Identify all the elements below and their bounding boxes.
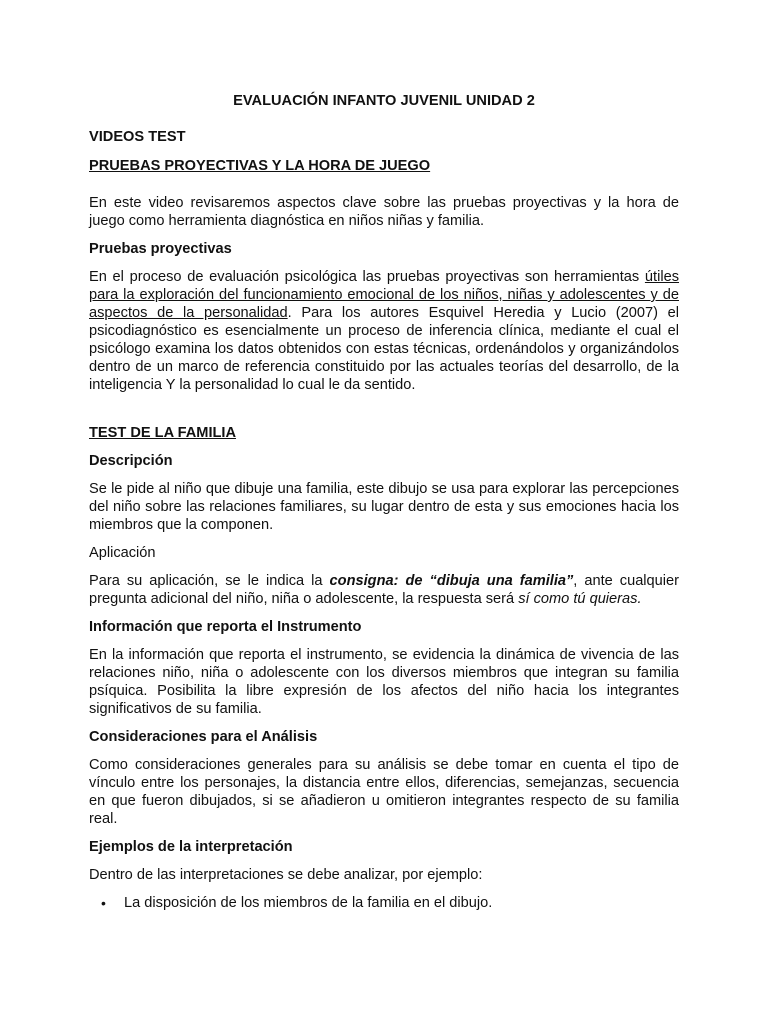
aplicacion-middle: , ante cualquier pregunta adicional del niño, niña o adolescente, la respuesta será [89, 573, 680, 607]
pruebas-paragraph-start: En el proceso de evaluación psicológica las pruebas proyectivas son herramientas [89, 269, 645, 285]
document-page [89, 92, 679, 912]
aplicacion-consigna: consigna: de “dibuja una familia” [329, 573, 574, 589]
subheading-informacion-instrumento: Información que reporta el Instrumento [89, 619, 362, 635]
aplicacion-start: Para su aplicación, se le indica la [89, 573, 330, 589]
informacion-paragraph: En la información que reporta el instrumento, se evidencia la dinámica de vivencia de las relaciones niño, niña o adolescente con los diversos miembros que integran su familia psíquica. Posibilita la libre expresión de los afectos del niño hacia los integrantes significativos de su familia. [89, 647, 679, 717]
aplicacion-respuesta: sí como tú quieras. [518, 591, 642, 607]
pruebas-paragraph [89, 268, 679, 394]
section-heading-test-familia: TEST DE LA FAMILIA [89, 425, 237, 441]
list-item-text: La disposición de los miembros de la familia en el dibujo. [124, 895, 493, 911]
subheading-descripcion: Descripción [89, 453, 173, 469]
document-title: EVALUACIÓN INFANTO JUVENIL UNIDAD 2 [233, 93, 535, 109]
bullet-icon: • [101, 895, 106, 911]
pruebas-paragraph-end: . Para los autores Esquivel Heredia y Lucio (2007) el psicodiagnóstico es esencialmente un proceso de inferencia clínica, mediante el cual el psicólogo examina los datos obtenidos con estas técnicas, ordenándolos y organizándolos dentro de un marco de referencia constituido por las actuales teorías del desarrollo, de la inteligencia Y la personalidad lo cual le da sentido. [89, 305, 679, 393]
subheading-ejemplos-interpretacion: Ejemplos de la interpretación [89, 839, 293, 855]
section-heading-videos-test: VIDEOS TEST [89, 129, 186, 145]
list-item [89, 894, 679, 912]
consideraciones-paragraph: Como consideraciones generales para su análisis se debe tomar en cuenta el tipo de vínculo entre los personajes, la distancia entre ellos, diferencias, semejanzas, secuencia en que fueron dibujados, si se añadieron u omitieron integrantes respecto de su familia real. [89, 757, 679, 827]
interpretation-list [89, 894, 679, 912]
descripcion-paragraph: Se le pide al niño que dibuje una familia, este dibujo se usa para explorar las percepciones del niño sobre las relaciones familiares, su lugar dentro de esta y sus emociones hacia los miembros que la componen. [89, 481, 679, 533]
subheading-consideraciones-analisis: Consideraciones para el Análisis [89, 729, 318, 745]
pruebas-paragraph-underlined: útiles para la exploración del funcionamiento emocional de los niños, niñas y adolescentes y de aspectos de la personalidad [89, 269, 679, 321]
subheading-pruebas-proyectivas: Pruebas proyectivas [89, 241, 232, 257]
section-heading-pruebas-proyectivas-hora-juego: PRUEBAS PROYECTIVAS Y LA HORA DE JUEGO [89, 158, 431, 174]
aplicacion-paragraph [89, 572, 679, 608]
subheading-aplicacion: Aplicación [89, 545, 156, 561]
ejemplos-intro-paragraph: Dentro de las interpretaciones se debe analizar, por ejemplo: [89, 867, 483, 883]
intro-paragraph: En este video revisaremos aspectos clave sobre las pruebas proyectivas y la hora de juego como herramienta diagnóstica en niños niñas y familia. [89, 195, 679, 229]
